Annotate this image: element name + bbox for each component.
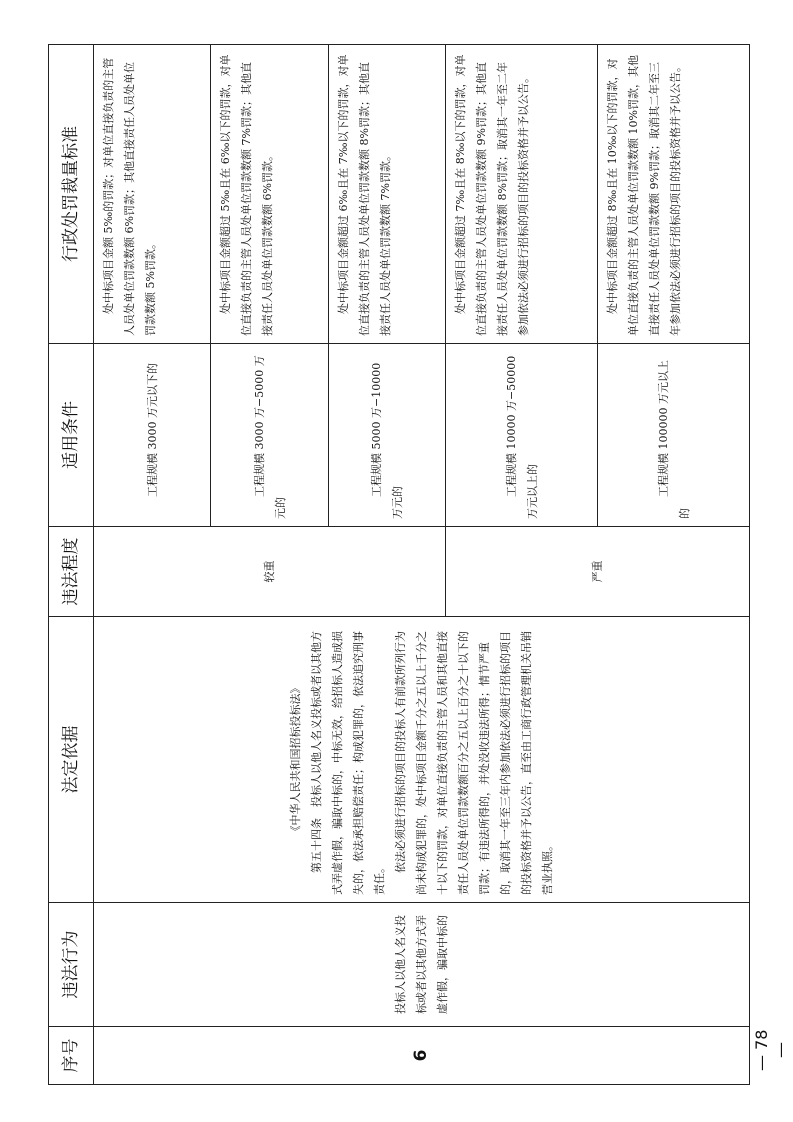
standard-3: 处中标项目金额超过 6‰且在 7‰以下的罚款，对单位直接负责的主管人员处单位罚款数额 8%罚款；其他直接责任人员处单位罚款数额 7%罚款。: [328, 45, 445, 344]
header-basis: 法定依据: [49, 617, 94, 903]
degree-heavier: 较重: [94, 527, 446, 617]
header-row: [49, 45, 94, 1085]
penalty-table: [48, 44, 750, 1085]
condition-5: 工程规模 100000 万元以上的: [598, 344, 750, 527]
header-standard: 行政处罚裁量标准: [49, 45, 94, 344]
header-no: 序号: [49, 1027, 94, 1085]
standard-5: 处中标项目金额超过 8‰且在 10‰以下的罚款，对单位直接负责的主管人员处单位罚款数额 10%罚款，其他直接责任人员处单位罚款数额 9%罚款；取消其二年至三年参加依法必须进行招标的项目的投标资格并予以公告。: [598, 45, 750, 344]
header-degree: 违法程度: [49, 527, 94, 617]
violation-act: 投标人以他人名义投标或者以其他方式弄虚作假，骗取中标的: [94, 903, 750, 1027]
law-title: 《中华人民共和国招标投标法》: [289, 682, 302, 837]
standard-4: 处中标项目金额超过 7‰且在 8‰以下的罚款，对单位直接负责的主管人员处单位罚款数额 9%罚款；其他直接责任人员处单位罚款数额 8%罚款；取消其一年至二年参加依法必须进行招标的项目的投标资格并予以公告。: [446, 45, 598, 344]
basis-paragraph-1: 第五十四条 投标人以他人名义投标或者以其他方式弄虚作假，骗取中标的，中标无效，给招标人造成损失的，依法承担赔偿责任；构成犯罪的，依法追究刑事责任。: [310, 631, 386, 895]
standard-2: 处中标项目金额超过 5‰且在 6‰以下的罚款，对单位直接负责的主管人员处单位罚款数额 7%罚款；其他直接责任人员处单位罚款数额 6%罚款。: [211, 45, 328, 344]
condition-1: 工程规模 3000 万元以下的: [94, 344, 211, 527]
standard-1: 处中标项目金额 5‰的罚款；对单位直接负责的主管人员处单位罚款数额 6%罚款；其他直接责任人员处单位罚款数额 5%罚款。: [94, 45, 211, 344]
rotated-page: [48, 45, 750, 1085]
row-number: 6: [94, 1027, 750, 1085]
condition-2: 工程规模 3000 万−5000 万元的: [211, 344, 328, 527]
condition-3: 工程规模 5000 万−10000 万元的: [328, 344, 445, 527]
page-number: — 78 —: [752, 1029, 790, 1071]
basis-paragraph-2: 依法必须进行招标的项目的投标人有前款所列行为尚未构成犯罪的，处中标项目金额千分之五以上千分之十以下的罚款，对单位直接负责的主管人员和其他直接责任人员处单位罚款数额百分之五以上百分之十以下的罚款；有违法所得的，并处没收违法所得；情节严重的，取消其一年至三年内参加依法必须进行招标的项目的投标资格并予以公告，直至由工商行政管理机关吊销营业执照。: [394, 631, 554, 895]
legal-basis: [94, 617, 750, 903]
condition-4: 工程规模 10000 万−50000 万元以上的: [446, 344, 598, 527]
header-condition: 适用条件: [49, 344, 94, 527]
degree-serious: 严重: [446, 527, 750, 617]
table-row: [94, 45, 211, 1085]
header-act: 违法行为: [49, 903, 94, 1027]
